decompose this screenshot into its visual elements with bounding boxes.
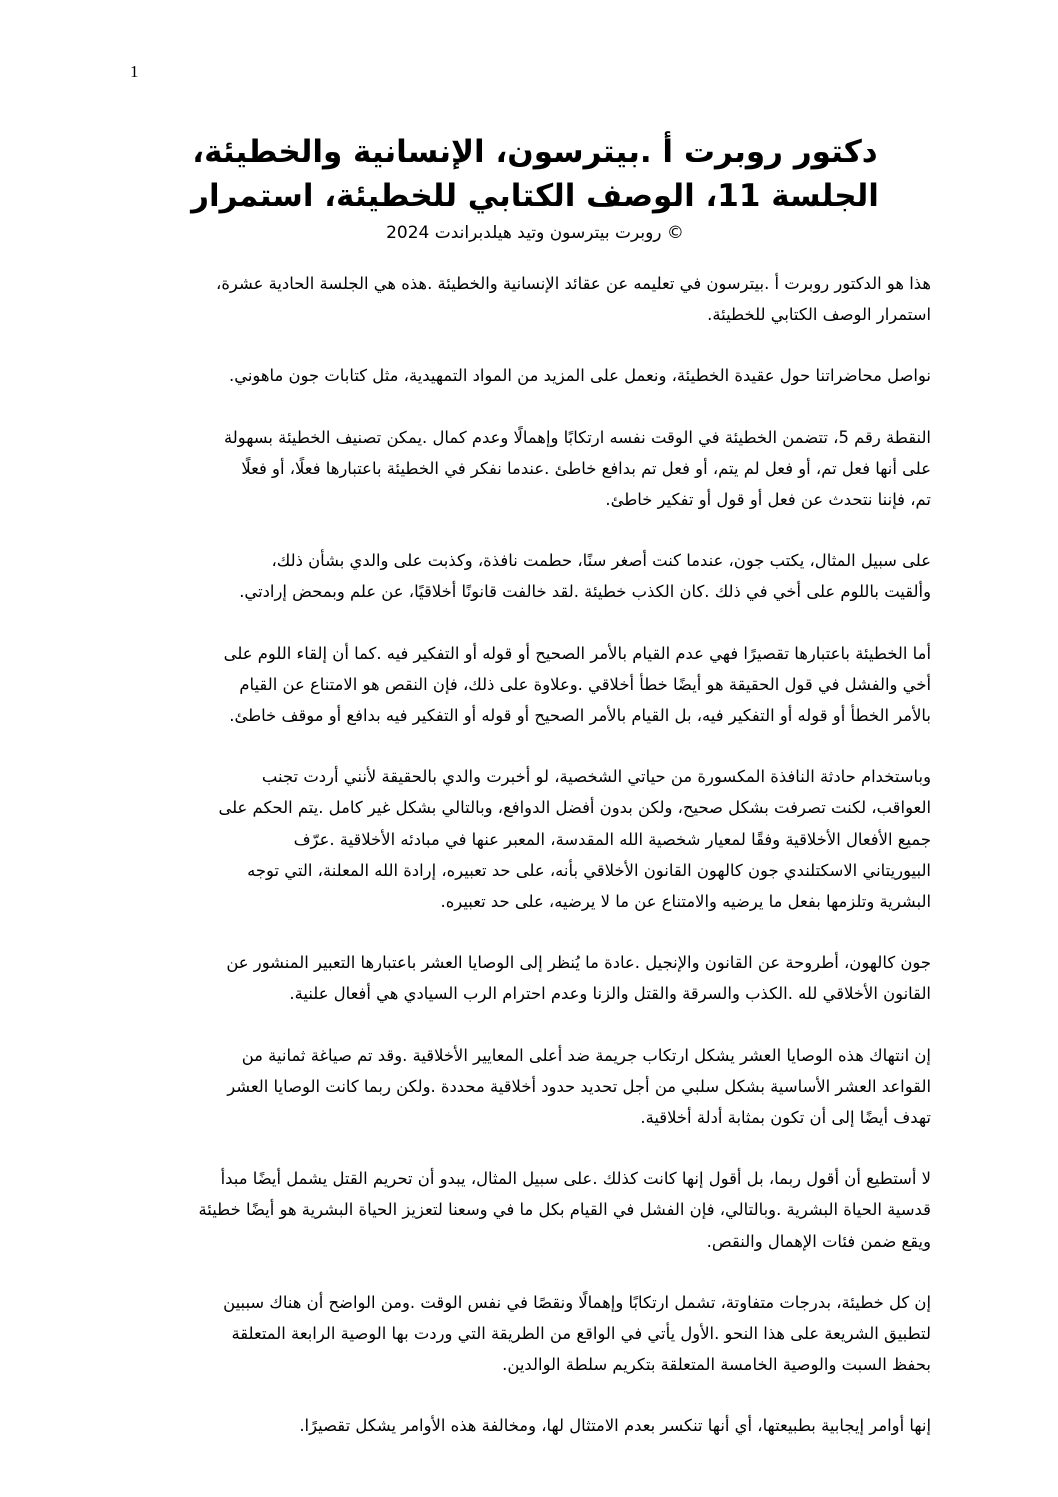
paragraph-line: .وألقيت باللوم على أخي في ذلك .كان الكذب خطيئة .لقد خالفت قانونًا أخلاقيًا، عن علم وبمحض إرادتي [239,582,931,602]
document-title-line-1: ،دكتور روبرت أ .بيترسون، الإنسانية والخطيئة [192,134,878,170]
document-title-line-2: الجلسة 11، الوصف الكتابي للخطيئة، استمرار [191,178,879,214]
paragraph [135,422,931,516]
paragraph-line: أما الخطيئة باعتبارها تقصيرًا فهي عدم القيام بالأمر الصحيح أو قوله أو التفكير فيه .كما أن إلقاء اللوم على [223,643,931,663]
paragraph-line: لتطبيق الشريعة على هذا النحو .الأول يأتي في الواقع من الطريقة التي وردت بها الوصية الرابعة المتعلقة [231,1324,931,1344]
paragraph-line: النقطة رقم 5، تتضمن الخطيئة في الوقت نفسه ارتكابًا وإهمالًا وعدم كمال .يمكن تصنيف الخطيئة بسهولة [223,427,931,447]
paragraph [135,1410,931,1441]
paragraph-line: القواعد العشر الأساسية بشكل سلبي من أجل تحديد حدود أخلاقية محددة .ولكن ربما كانت الوصايا العشر [227,1076,931,1096]
paragraph [135,1040,931,1134]
paragraph-line: إن كل خطيئة، بدرجات متفاوتة، تشمل ارتكابًا وإهمالًا ونقصًا في نفس الوقت .ومن الواضح أن هناك سببين [223,1292,931,1312]
paragraph-line: .القانون الأخلاقي لله .الكذب والسرقة والقتل والزنا وعدم احترام الرب السيادي هي أفعال علنية [289,984,931,1004]
paragraph-line: .نواصل محاضراتنا حول عقيدة الخطيئة، ونعمل على المزيد من المواد التمهيدية، مثل كتابات جون ماهوني [228,366,931,386]
paragraph-line: وباستخدام حادثة النافذة المكسورة من حياتي الشخصية، لو أخبرت والدي بالحقيقة لأنني أردت تجنب [261,767,931,787]
paragraph-line: على أنها فعل تم، أو فعل لم يتم، أو فعل تم بدافع خاطئ .عندما نفكر في الخطيئة باعتبارها فعلًا، أو فعلًا [241,458,931,478]
paragraph-line: البيوريتاني الاسكتلندي جون كالهون القانون الأخلاقي بأنه، على حد تعبيره، إرادة الله المعلنة، التي توجه [247,860,931,880]
paragraph [135,638,931,732]
paragraph-line: أخي والفشل في قول الحقيقة هو أيضًا خطأ أخلاقي .وعلاوة على ذلك، فإن النقص هو الامتناع عن القيام [239,674,931,694]
paragraph [135,1163,931,1257]
paragraph-line: .بحفظ السبت والوصية الخامسة المتعلقة بتكريم سلطة الوالدين [502,1355,931,1375]
paragraph-line: .بالأمر الخطأ أو قوله أو التفكير فيه، بل القيام بالأمر الصحيح أو قوله أو التفكير فيه بدافع أو موقف خاطئ [229,706,931,726]
paragraph [135,545,931,607]
paragraph-line: جون كالهون، أطروحة عن القانون والإنجيل .عادة ما يُنظر إلى الوصايا العشر باعتبارها التعبير المنشور عن [226,953,931,973]
paragraph [135,360,931,391]
paragraph [135,947,931,1009]
document-header [140,130,930,246]
paragraph [135,761,931,917]
paragraph-line: قدسية الحياة البشرية .وبالتالي، فإن الفشل في القيام بكل ما في وسعنا لتعزيز الحياة البشرية هو أيضًا خطيئة [198,1200,931,1220]
paragraph-line: ،هذا هو الدكتور روبرت أ .بيترسون في تعليمه عن عقائد الإنسانية والخطيئة .هذه هي الجلسة الحادية عشرة [216,274,931,293]
paragraph-line: .ويقع ضمن فئات الإهمال والنقص [706,1231,931,1251]
paragraph-line: إن انتهاك هذه الوصايا العشر يشكل ارتكاب جريمة ضد أعلى المعايير الأخلاقية .وقد تم صياغة ثمانية من [241,1045,931,1065]
paragraph-line: .تهدف أيضًا إلى أن تكون بمثابة أدلة أخلاقية [640,1108,931,1128]
paragraph-line: ،على سبيل المثال، يكتب جون، عندما كنت أصغر سنًا، حطمت نافذة، وكذبت على والدي بشأن ذلك [271,551,931,571]
paragraph-line: .البشرية وتلزمها بفعل ما يرضيه والامتناع عن ما لا يرضيه، على حد تعبيره [440,892,931,912]
document-body [135,268,931,1472]
paragraph [135,268,931,330]
paragraph-line: .إنها أوامر إيجابية بطبيعتها، أي أنها تنكسر بعدم الامتثال لها، ومخالفة هذه الأوامر يشكل تقصيرًا [299,1416,931,1436]
paragraph-line: .تم، فإننا نتحدث عن فعل أو قول أو تفكير خاطئ [605,490,931,510]
page-number: 1 [130,62,139,81]
paragraph-line: .استمرار الوصف الكتابي للخطيئة [707,305,931,325]
paragraph-line: العواقب، لكنت تصرفت بشكل صحيح، ولكن بدون أفضل الدوافع، وبالتالي بشكل غير كامل .يتم الحكم على [218,798,931,818]
paragraph-line: لا أستطيع أن أقول ربما، بل أقول إنها كانت كذلك .على سبيل المثال، يبدو أن تحريم القتل يشمل أيضًا مبدأ [220,1169,931,1189]
paragraph [135,1287,931,1381]
paragraph-line: جميع الأفعال الأخلاقية وفقًا لمعيار شخصية الله المقدسة، المعبر عنها في مبادئه الأخلاقية .عرّف [293,829,931,849]
copyright-line: روبرت بيترسون وتيد هيلدبراندت 2024 © [386,223,684,243]
